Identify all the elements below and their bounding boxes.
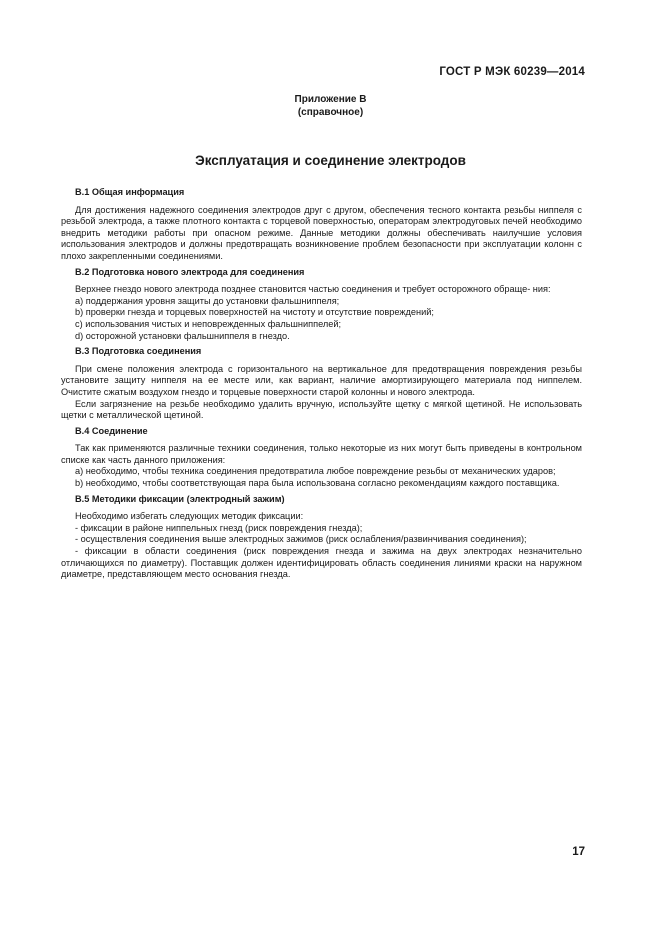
appendix-subtitle: (справочное): [297, 107, 364, 118]
section-heading-b3: В.3 Подготовка соединения: [75, 346, 202, 357]
section-heading-b4: В.4 Соединение: [75, 425, 148, 436]
list-item: - фиксации в районе ниппельных гнезд (риск повреждения гнезда);: [75, 522, 363, 533]
list-item: а) поддержания уровня защиты до установки фальшниппеля;: [75, 295, 340, 306]
section-b5-intro: Необходимо избегать следующих методик фиксации:: [75, 511, 304, 522]
appendix-label: [0, 93, 661, 119]
section-heading-b2: В.2 Подготовка нового электрода для соединения: [75, 266, 305, 277]
page-number: 17: [572, 846, 585, 858]
document-body: [61, 187, 582, 581]
section-heading-b5: В.5 Методики фиксации (электродный зажим): [75, 493, 285, 504]
section-heading-b1: В.1 Общая информация: [75, 187, 185, 197]
document-code: ГОСТ Р МЭК 60239—2014: [439, 66, 585, 78]
list-item: b) проверки гнезда и торцевых поверхностей на чистоту и отсутствие повреждений;: [75, 307, 434, 318]
section-b4-item-a: а) необходимо, чтобы техника соединения предотвратила любое повреждение резьбы от механических ударов;: [75, 466, 556, 477]
page-title: Эксплуатация и соединение электродов: [195, 153, 466, 168]
list-item: - фиксации в области соединения (риск повреждения гнезда и зажима на двух электродах незначительно отличающихся по диаметру). Поставщик должен идентифицировать область соединения линиями краски на наружном диаметре, представляющем место основания гнезда.: [61, 546, 582, 580]
section-b2-intro: Верхнее гнездо нового электрода позднее становится частью соединения и требует осторожного обраще- ния:: [75, 284, 551, 295]
section-b3-paragraph-2: Если загрязнение на резьбе необходимо удалить вручную, используйте щетку с мягкой щетиной. Не использовать щетки с металлической щетиной.: [61, 398, 582, 421]
appendix-title: Приложение В: [294, 94, 367, 105]
list-item: d) осторожной установки фальшниппеля в гнездо.: [75, 330, 290, 341]
section-b4-item-b: b) необходимо, чтобы соответствующая пара была использована согласно рекомендациям каждого поставщика.: [75, 478, 560, 489]
list-item: - осуществления соединения выше электродных зажимов (риск ослабления/развинчивания соединения);: [75, 534, 527, 545]
section-b1-paragraph: Для достижения надежного соединения электродов друг с другом, обеспечения тесного контакта резьбы ниппеля с резьбой электрода, а также плотного контакта с торцевой поверхностью, операторам электродуговых печей необходимо внедрить методики работы при опасном режиме. Данные методики должны обеспечивать наилучшие условия использования электродов и должны предотвращать возникновение проблем безопасности при эксплуатации колонн с плохо закрепленными соединениями.: [61, 204, 582, 261]
section-b3-paragraph-1: При смене положения электрода с горизонтального на вертикальное для предотвращения повреждения резьбы установите защиту ниппеля на ее месте или, как вариант, наличие амортизирующего материала под ниппелем. Очистите сжатым воздухом гнездо и торцевые поверхности старой колонны и нового электрода.: [61, 363, 582, 397]
list-item: с) использования чистых и неповрежденных фальшниппелей;: [75, 318, 342, 329]
section-b4-paragraph: Так как применяются различные техники соединения, только некоторые из них могут быть приведены в контрольном списке как часть данного приложения:: [61, 443, 582, 465]
